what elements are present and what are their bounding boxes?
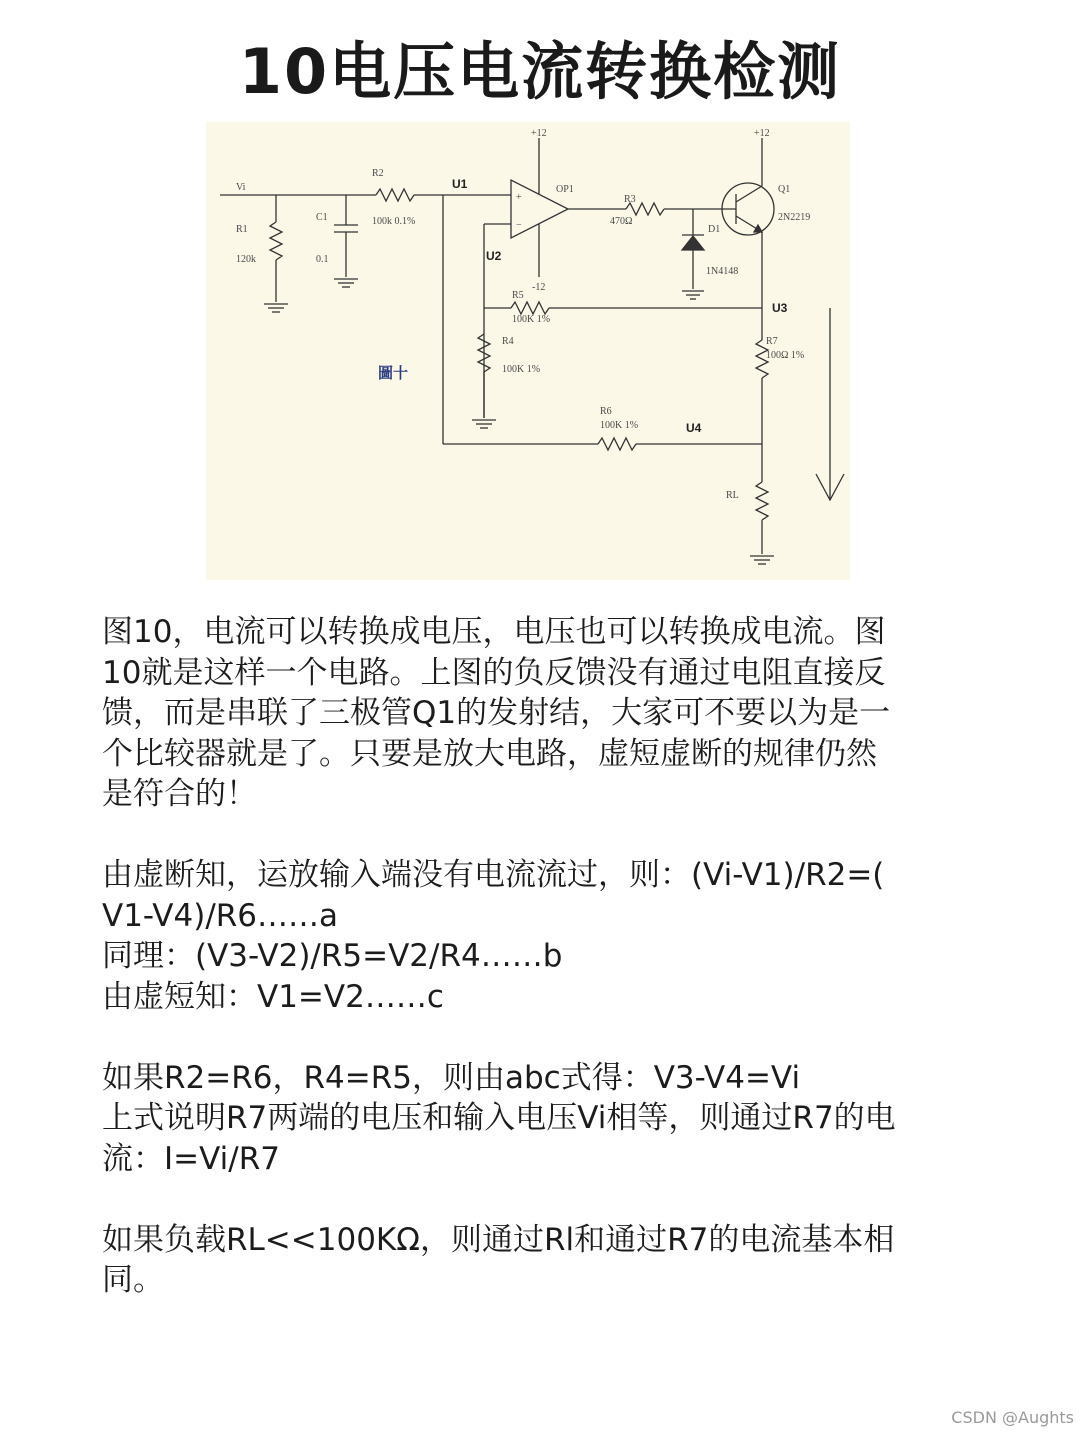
text-line: 个比较器就是了。只要是放大电路，虚短虚断的规律仍然 bbox=[102, 735, 877, 772]
label-plus: + bbox=[516, 192, 522, 203]
label-rl: RL bbox=[726, 490, 739, 501]
label-d1-value: 1N4148 bbox=[706, 266, 739, 277]
text-line: 如果R2=R6，R4=R5，则由abc式得：V3-V4=Vi bbox=[102, 1059, 801, 1096]
label-r7-value: 100Ω 1% bbox=[766, 350, 805, 361]
text-line: 图10，电流可以转换成电压，电压也可以转换成电流。图 bbox=[102, 614, 886, 650]
paragraph-1 bbox=[102, 612, 982, 815]
text-line: 由虚断知，运放输入端没有电流流过，则：(Vi-V1)/R2=( bbox=[102, 857, 885, 893]
label-c1-value: 0.1 bbox=[316, 254, 329, 265]
label-r2-value: 100k 0.1% bbox=[372, 216, 416, 227]
label-u4: U4 bbox=[686, 421, 702, 435]
text-line: 如果负载RL<<100KΩ，则通过Rl和通过R7的电流基本相 bbox=[102, 1221, 895, 1258]
label-r4-value: 100K 1% bbox=[502, 364, 541, 375]
text-line: 馈，而是串联了三极管Q1的发射结，大家可不要以为是一 bbox=[102, 695, 891, 731]
r6-resistor bbox=[598, 438, 636, 450]
text-line: 由虚短知：V1=V2……c bbox=[102, 978, 444, 1015]
paragraph-4 bbox=[102, 1220, 982, 1301]
label-vq: +12 bbox=[754, 128, 770, 139]
r2-resistor bbox=[376, 189, 414, 201]
paragraph-3 bbox=[102, 1058, 982, 1180]
label-r3: R3 bbox=[624, 194, 636, 205]
label-r1-value: 120k bbox=[236, 254, 256, 265]
article-body bbox=[102, 612, 982, 1301]
watermark: CSDN @Aughts bbox=[951, 1408, 1074, 1427]
label-r4: R4 bbox=[502, 336, 514, 347]
label-vplus: +12 bbox=[531, 128, 547, 139]
d1-diode bbox=[682, 236, 704, 250]
text-line: 流：I=Vi/R7 bbox=[102, 1140, 280, 1177]
text-line: 同。 bbox=[102, 1262, 164, 1298]
paragraph-2 bbox=[102, 855, 982, 1017]
text-line: V1-V4)/R6……a bbox=[102, 897, 339, 934]
label-vminus: -12 bbox=[532, 282, 546, 293]
r1-resistor bbox=[270, 222, 282, 260]
label-r6: R6 bbox=[600, 406, 612, 417]
label-minus: − bbox=[516, 220, 522, 231]
label-u2: U2 bbox=[486, 249, 502, 263]
label-r2: R2 bbox=[372, 168, 384, 179]
page-title: 10电压电流转换检测 bbox=[238, 35, 842, 108]
circuit-diagram bbox=[206, 122, 850, 580]
circuit-figure bbox=[206, 122, 850, 580]
label-r3-value: 470Ω bbox=[610, 216, 633, 227]
text-line: 是符合的！ bbox=[102, 776, 257, 812]
label-d1: D1 bbox=[708, 224, 721, 235]
label-r1: R1 bbox=[236, 224, 248, 235]
rl-resistor bbox=[756, 482, 768, 520]
label-r6-value: 100K 1% bbox=[600, 420, 639, 431]
label-u1: U1 bbox=[452, 177, 468, 191]
label-c1: C1 bbox=[316, 212, 328, 223]
text-line: 上式说明R7两端的电压和输入电压Vi相等，则通过R7的电 bbox=[102, 1100, 896, 1136]
label-q1-value: 2N2219 bbox=[778, 212, 811, 223]
figure-caption: 圖十 bbox=[378, 364, 409, 382]
text-line: 同理：(V3-V2)/R5=V2/R4……b bbox=[102, 938, 563, 974]
label-op1: OP1 bbox=[556, 184, 574, 195]
label-r7: R7 bbox=[766, 336, 778, 347]
label-q1: Q1 bbox=[778, 184, 791, 195]
label-u3: U3 bbox=[772, 301, 788, 315]
text-line: 10就是这样一个电路。上图的负反馈没有通过电阻直接反 bbox=[102, 654, 886, 691]
label-r5: R5 bbox=[512, 290, 524, 301]
label-r5-value: 100K 1% bbox=[512, 314, 551, 325]
label-vi: Vi bbox=[236, 182, 246, 193]
r5-resistor bbox=[511, 302, 549, 314]
